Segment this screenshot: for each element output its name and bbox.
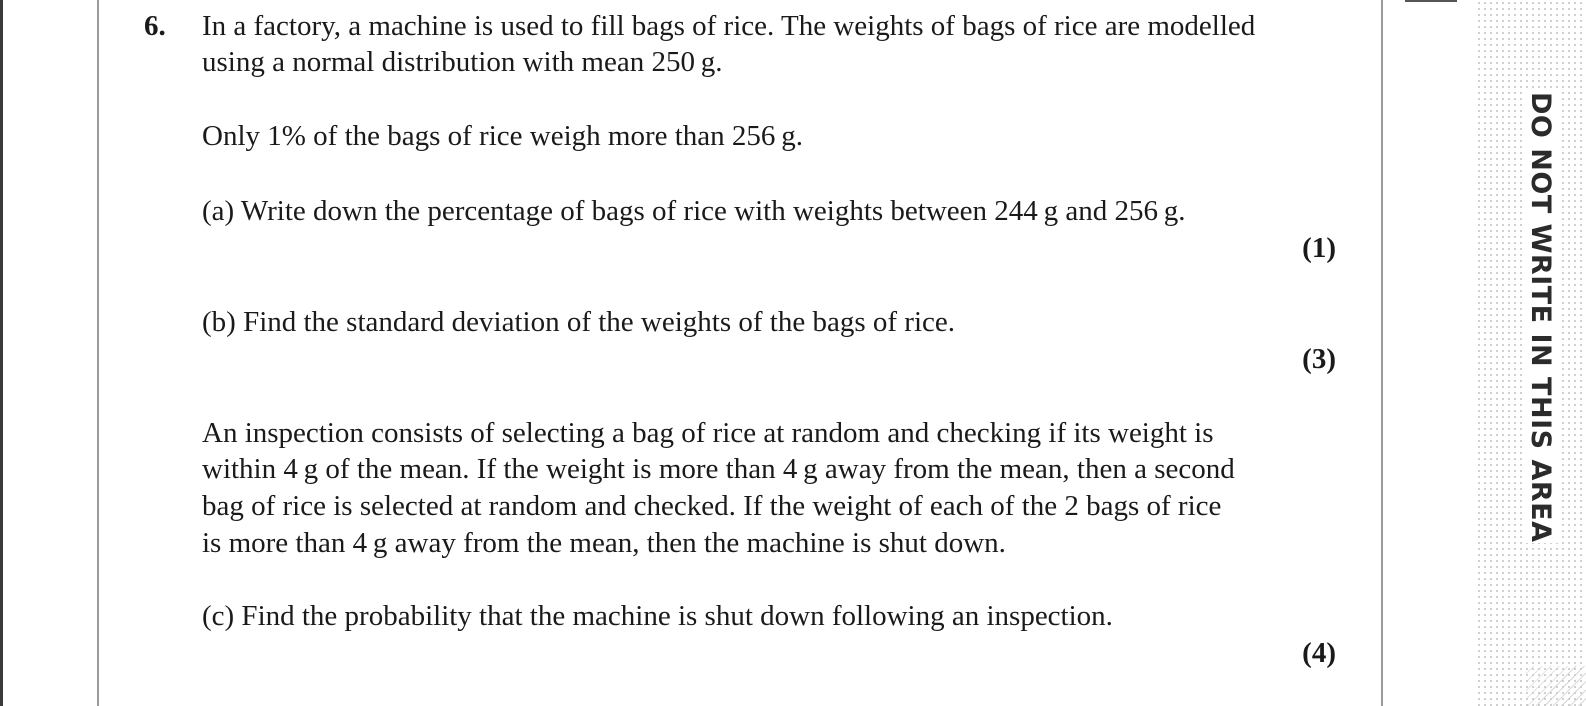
page-left-border bbox=[0, 0, 3, 706]
do-not-write-label: DO NOT WRITE IN THIS AREA bbox=[1525, 92, 1556, 543]
corner-hatch bbox=[1526, 666, 1586, 706]
question-intro-line-2: using a normal distribution with mean 250 g. bbox=[202, 46, 723, 78]
inspection-line-4: is more than 4 g away from the mean, then the machine is shut down. bbox=[202, 527, 1006, 559]
inspection-line-3: bag of rice is selected at random and checked. If the weight of each of the 2 bags of rice bbox=[202, 490, 1222, 522]
inspection-line-1: An inspection consists of selecting a bag of rice at random and checking if its weight is bbox=[202, 417, 1214, 449]
part-a-marks: (1) bbox=[1302, 232, 1336, 264]
inspection-line-2: within 4 g of the mean. If the weight is more than 4 g away from the mean, then a second bbox=[202, 453, 1235, 485]
part-c-marks: (4) bbox=[1302, 637, 1336, 669]
question-fact: Only 1% of the bags of rice weigh more than 256 g. bbox=[202, 120, 803, 152]
part-c-text: (c) Find the probability that the machine is shut down following an inspection. bbox=[202, 600, 1113, 632]
part-b-marks: (3) bbox=[1302, 343, 1336, 375]
part-b-text: (b) Find the standard deviation of the weights of the bags of rice. bbox=[202, 306, 955, 338]
question-intro-line-1: In a factory, a machine is used to fill bags of rice. The weights of bags of rice are modelled bbox=[202, 10, 1256, 42]
part-a-text: (a) Write down the percentage of bags of rice with weights between 244 g and 256 g. bbox=[202, 195, 1186, 227]
top-margin-tick bbox=[1405, 0, 1457, 2]
question-number: 6. bbox=[144, 10, 166, 42]
